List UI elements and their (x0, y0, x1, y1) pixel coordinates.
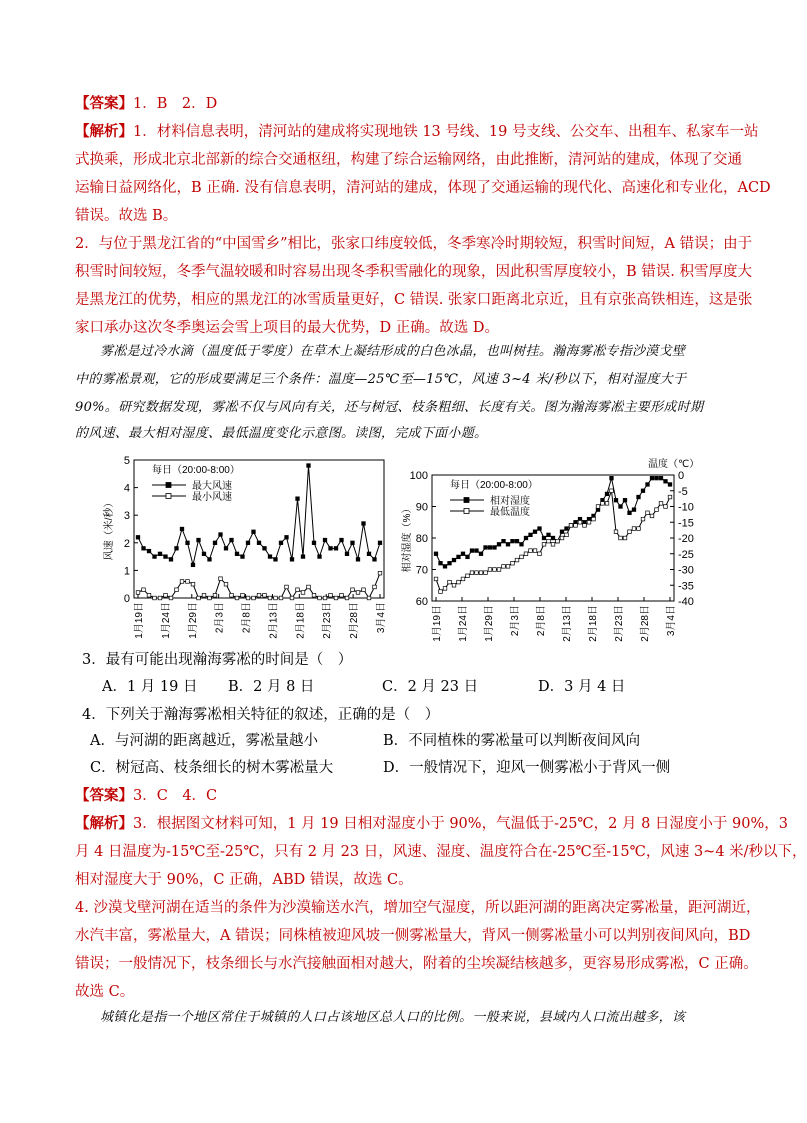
data-point (312, 593, 316, 597)
y-right-tick-label: -10 (678, 501, 694, 514)
data-point (547, 539, 551, 543)
answer-line-2 (75, 786, 725, 806)
x-tick-label: 2月8日 (536, 605, 547, 637)
q4-option-c[interactable]: C．树冠高、枝条细长的树木雾凇量大 (90, 760, 334, 776)
data-point (340, 593, 344, 597)
answer-line-1 (75, 94, 725, 114)
data-point (197, 596, 201, 600)
data-point (147, 593, 151, 597)
data-point (241, 593, 245, 597)
data-point (488, 546, 492, 550)
data-point (574, 524, 578, 528)
x-tick-label: 1月19日 (432, 605, 443, 642)
material-3-line-1: 城镇化是指一个地区常住于城镇的人口占该地区总人口的比例。一般来说，县域内人口流出越多，该 (100, 1010, 686, 1025)
analysis-1-line-2: 式换乘，形成北京北部新的综合交通枢纽，构建了综合运输网络，由此推断，清河站的建成，体现了交通 (75, 152, 742, 168)
data-point (542, 536, 546, 540)
data-point (493, 568, 497, 572)
data-point (373, 558, 377, 562)
data-point (641, 489, 645, 493)
data-point (356, 591, 360, 595)
y-right-tick-label: -25 (678, 548, 694, 561)
data-point (668, 495, 672, 499)
x-tick-label: 1月29日 (187, 602, 199, 639)
y-right-tick-label: -30 (678, 564, 694, 577)
data-point (307, 585, 311, 589)
data-point (202, 552, 206, 556)
data-point (560, 530, 564, 534)
y-tick-label: 100 (409, 470, 428, 482)
data-point (345, 552, 349, 556)
analysis-1-line-5: 2．与位于黑龙江省的“中国雪乡”相比，张家口纬度较低，冬季寒冷时期较短，积雪时间短，A 错误；由于 (75, 236, 753, 252)
y-right-tick-label: -5 (678, 485, 688, 498)
data-point (655, 476, 659, 480)
data-point (296, 588, 300, 592)
data-point (650, 476, 654, 480)
data-point (646, 511, 650, 515)
data-point (556, 539, 560, 543)
data-point (506, 543, 510, 547)
material-2-line-1: 雾凇是过冷水滴（温度低于零度）在草木上凝结形成的白色冰晶，也叫树挂。瀚海雾凇专指沙漠戈壁 (100, 344, 686, 359)
data-point (307, 464, 311, 468)
data-point (506, 565, 510, 569)
data-point (378, 541, 382, 545)
analysis-2-line-6: 错误；一般情况下，枝条细长与水汽接触面相对越大，附着的尘埃凝结核越多，更容易形成雾凇，C 正确。 (75, 956, 758, 972)
data-point (323, 596, 327, 600)
data-point (632, 527, 636, 531)
x-tick-label: 2月28日 (349, 602, 361, 639)
y-tick-label: 2 (123, 537, 130, 550)
y-right-tick-label: -20 (678, 533, 694, 545)
data-point (356, 558, 360, 562)
data-point (274, 596, 278, 600)
data-point (340, 538, 344, 542)
data-point (628, 530, 632, 534)
data-point (659, 476, 663, 480)
data-point (224, 582, 228, 586)
data-point (279, 541, 283, 545)
data-point (475, 549, 479, 553)
data-point (345, 596, 349, 600)
analysis-2-line-3: 相对湿度大于 90%，C 正确，ABD 错误，故选 C。 (75, 872, 413, 888)
x-tick-label: 2月18日 (295, 602, 307, 639)
q4-option-d[interactable]: D．一般情况下，迎风一侧雾凇小于背风一侧 (383, 760, 671, 776)
material-2-line-2: 中的雾凇景观，它的形成要满足三个条件：温度—25℃至—15℃，风速 3~4 米/秒以下，相对湿度大于 (75, 372, 687, 387)
data-point (351, 541, 355, 545)
y-tick-label: 1 (123, 565, 130, 578)
data-point (470, 571, 474, 575)
data-point (362, 588, 366, 592)
data-point (511, 539, 515, 543)
y-tick-label: 0 (123, 593, 130, 605)
legend-title: 每日（20:00-8:00） (450, 480, 538, 491)
data-point (520, 555, 524, 559)
data-point (533, 530, 537, 534)
data-point (650, 514, 654, 518)
data-point (619, 505, 623, 509)
data-point (565, 527, 569, 531)
data-point (263, 593, 267, 597)
analysis-1-line-3: 运输日益网络化，B 正确. 没有信息表明，清河站的建成，体现了交通运输的现代化、高速化和专业化，ACD (75, 180, 771, 196)
y-axis-label: 相对湿度（%） (402, 503, 413, 573)
data-point (158, 552, 162, 556)
analysis-2-line-5: 水汽丰富，雾凇量大，A 错误；同株植被迎风坡一侧雾凇量大，背风一侧雾凇量小可以判别夜间风向，BD (75, 928, 751, 944)
data-point (312, 541, 316, 545)
x-tick-label: 1月29日 (484, 605, 495, 642)
x-tick-label: 2月23日 (614, 605, 625, 642)
data-point (448, 580, 452, 584)
data-point (466, 574, 470, 578)
data-point (542, 543, 546, 547)
legend-marker (166, 483, 171, 488)
analysis-2-line-4: 4. 沙漠戈壁河湖在适当的条件为沙漠输送水汽，增加空气湿度，所以距河湖的距离决定雾凇量，距河湖近， (75, 900, 761, 916)
data-point (560, 536, 564, 540)
data-point (632, 508, 636, 512)
data-point (334, 596, 338, 600)
series-line (436, 478, 670, 566)
data-point (175, 547, 179, 551)
data-point (565, 533, 569, 537)
data-point (351, 588, 355, 592)
data-point (246, 541, 250, 545)
data-point (362, 522, 366, 526)
data-point (169, 596, 173, 600)
analysis-2-line-1: 【解析】3．根据图文材料可知，1 月 19 日相对湿度小于 90%，气温低于-25℃，2 月 8 日湿度小于 90%，3 (75, 815, 788, 832)
data-point (158, 596, 162, 600)
q3-option-a[interactable]: A．1 月 19 日 (102, 679, 198, 695)
data-point (136, 535, 140, 539)
answer-tag: 【答案】 (75, 95, 133, 112)
data-point (502, 565, 506, 569)
x-tick-label: 2月13日 (562, 605, 573, 642)
x-tick-label: 1月24日 (458, 605, 469, 642)
data-point (524, 552, 528, 556)
data-point (547, 533, 551, 537)
data-point (296, 497, 300, 501)
data-point (378, 571, 382, 575)
y-axis-label: 风速（米/秒） (104, 497, 115, 561)
data-point (434, 577, 438, 581)
data-point (213, 541, 217, 545)
data-point (230, 593, 234, 597)
analysis-tag: 【解析】 (75, 815, 133, 832)
wind-speed-chart (104, 452, 400, 642)
data-point (655, 508, 659, 512)
data-point (583, 524, 587, 528)
data-point (475, 571, 479, 575)
data-point (268, 596, 272, 600)
legend-label: 最大风速 (192, 481, 232, 492)
y-right-tick-label: -15 (678, 517, 694, 530)
data-point (461, 552, 465, 556)
x-tick-label: 2月8日 (241, 602, 253, 634)
data-point (318, 596, 322, 600)
x-tick-label: 2月3日 (214, 602, 226, 634)
data-point (246, 596, 250, 600)
data-point (186, 580, 190, 584)
data-point (587, 520, 591, 524)
data-point (452, 583, 456, 587)
y-right-tick-label: 0 (678, 470, 685, 482)
data-point (520, 543, 524, 547)
q3-option-b[interactable]: B．2 月 8 日 (228, 679, 315, 695)
data-point (664, 480, 668, 484)
y-tick-label: 3 (123, 510, 130, 523)
data-point (578, 520, 582, 524)
data-point (493, 546, 497, 550)
data-point (213, 593, 217, 597)
data-point (235, 552, 239, 556)
x-tick-label: 1月19日 (134, 602, 145, 639)
data-point (329, 547, 333, 551)
data-point (448, 561, 452, 565)
data-point (367, 552, 371, 556)
data-point (596, 505, 600, 509)
data-point (202, 593, 206, 597)
data-point (515, 539, 519, 543)
data-point (142, 588, 146, 592)
data-point (285, 535, 289, 539)
y-tick-label: 90 (415, 501, 428, 514)
data-point (511, 561, 515, 565)
data-point (668, 483, 672, 487)
legend-marker (464, 509, 469, 514)
data-point (457, 580, 461, 584)
data-point (488, 568, 492, 572)
data-point (434, 552, 438, 556)
data-point (533, 549, 537, 553)
data-point (329, 593, 333, 597)
data-point (169, 558, 173, 562)
data-point (257, 593, 261, 597)
data-point (279, 596, 283, 600)
analysis-1-line-1: 【解析】1．材料信息表明，清河站的建成将实现地铁 13 号线、19 号支线、公交车、出租车、私家车一站 (75, 123, 759, 140)
data-point (605, 502, 609, 506)
data-point (664, 505, 668, 509)
data-point (224, 547, 228, 551)
data-point (285, 585, 289, 589)
data-point (484, 546, 488, 550)
data-point (646, 483, 650, 487)
q3-option-c[interactable]: C．2 月 23 日 (382, 679, 479, 695)
data-point (191, 563, 195, 567)
x-tick-label: 3月4日 (376, 602, 387, 634)
data-point (373, 585, 377, 589)
data-point (439, 590, 443, 594)
data-point (515, 558, 519, 562)
data-point (461, 577, 465, 581)
data-point (230, 538, 234, 542)
data-point (637, 527, 641, 531)
analysis-2-line-7: 故选 C。 (75, 984, 135, 1000)
data-point (318, 555, 322, 559)
data-point (470, 549, 474, 553)
x-tick-label: 2月28日 (640, 605, 651, 642)
data-point (479, 552, 483, 556)
y-right-tick-label: -40 (678, 596, 694, 608)
x-tick-label: 2月18日 (588, 605, 599, 642)
x-tick-label: 2月3日 (510, 605, 521, 637)
analysis-1-line-8: 家口承办这次冬季奥运会雪上项目的最大优势，D 正确。故选 D。 (75, 320, 499, 336)
data-point (443, 565, 447, 569)
y-right-tick-label: -35 (678, 580, 694, 593)
data-point (252, 596, 256, 600)
data-point (524, 536, 528, 540)
answer-text: 3．C 4．C (133, 788, 218, 804)
plot-frame (134, 460, 384, 598)
data-point (136, 591, 140, 595)
analysis-1-line-7: 是黑龙江的优势，相应的黑龙江的冰雪质量更好，C 错误. 张家口距离北京近，且有京张高铁相连，这是张 (75, 292, 753, 308)
data-point (628, 511, 632, 515)
y-tick-label: 70 (415, 564, 428, 577)
data-point (186, 541, 190, 545)
data-point (257, 541, 261, 545)
data-point (502, 539, 506, 543)
data-point (241, 555, 245, 559)
analysis-1-line-6: 积雪时间较短，冬季气温较暖和时容易出现冬季积雪融化的现象，因此积雪厚度较小，B 错误. 积雪厚度大 (75, 264, 752, 280)
data-point (610, 476, 614, 480)
answer-tag: 【答案】 (75, 787, 133, 804)
data-point (551, 543, 555, 547)
data-point (301, 555, 305, 559)
data-point (175, 588, 179, 592)
analysis-1-line-4: 错误。故选 B。 (75, 208, 178, 224)
data-point (142, 547, 146, 551)
data-point (164, 555, 168, 559)
data-point (164, 593, 168, 597)
data-point (614, 498, 618, 502)
humidity-temperature-chart (398, 455, 698, 645)
legend-label: 相对湿度 (490, 496, 530, 507)
x-tick-label: 2月13日 (268, 602, 280, 639)
question-4-stem: 4．下列关于瀚海雾凇相关特征的叙述，正确的是（ ） (82, 707, 440, 723)
legend-marker (166, 494, 171, 499)
data-point (208, 596, 212, 600)
data-point (274, 558, 278, 562)
analysis-tag: 【解析】 (75, 123, 133, 140)
data-point (592, 517, 596, 521)
data-point (219, 533, 223, 537)
data-point (538, 552, 542, 556)
legend-marker (464, 498, 469, 503)
data-point (637, 495, 641, 499)
y-tick-label: 80 (415, 533, 428, 545)
data-point (623, 498, 627, 502)
data-point (219, 577, 223, 581)
data-point (290, 596, 294, 600)
data-point (497, 543, 501, 547)
data-point (147, 549, 151, 553)
material-2-line-3: 90%。研究数据发现，雾凇不仅与风向有关，还与树冠、枝条粗细、长度有关。图为瀚海雾凇主要形成时期 (75, 400, 704, 415)
x-tick-label: 2月23日 (322, 602, 334, 639)
x-tick-label: 3月4日 (666, 605, 677, 637)
data-point (623, 536, 627, 540)
data-point (323, 538, 327, 542)
data-point (153, 596, 157, 600)
legend-title: 每日（20:00-8:00） (152, 465, 240, 476)
q4-option-a[interactable]: A．与河湖的距离越近，雾凇量越小 (90, 733, 318, 749)
data-point (208, 558, 212, 562)
q3-option-d[interactable]: D．3 月 4 日 (538, 679, 626, 695)
answer-text: 1．B 2．D (133, 96, 218, 112)
y-tick-label: 5 (123, 455, 130, 467)
data-point (641, 517, 645, 521)
data-point (529, 533, 533, 537)
data-point (334, 547, 338, 551)
data-point (263, 547, 267, 551)
legend-label: 最小风速 (192, 492, 232, 503)
data-point (497, 568, 501, 572)
data-point (551, 536, 555, 540)
data-point (452, 558, 456, 562)
q4-option-b[interactable]: B．不同植株的雾凇量可以判断夜间风向 (383, 733, 641, 749)
data-point (197, 538, 201, 542)
data-point (659, 502, 663, 506)
x-tick-label: 1月24日 (160, 602, 172, 639)
data-point (252, 530, 256, 534)
data-point (301, 591, 305, 595)
data-point (180, 527, 184, 531)
data-point (466, 555, 470, 559)
data-point (290, 558, 294, 562)
data-point (191, 582, 195, 586)
y-tick-label: 60 (415, 596, 428, 608)
data-point (439, 561, 443, 565)
series-line (138, 466, 380, 565)
data-point (180, 580, 184, 584)
data-point (484, 571, 488, 575)
question-3-stem: 3．最有可能出现瀚海雾凇的时间是（ ） (82, 652, 353, 668)
data-point (601, 502, 605, 506)
y-right-axis-label: 温度（℃） (648, 459, 700, 470)
data-point (569, 524, 573, 528)
data-point (268, 555, 272, 559)
data-point (529, 549, 533, 553)
legend-label: 最低温度 (490, 507, 530, 518)
data-point (479, 571, 483, 575)
y-tick-label: 4 (123, 482, 130, 495)
data-point (367, 596, 371, 600)
data-point (614, 530, 618, 534)
data-point (605, 492, 609, 496)
data-point (538, 527, 542, 531)
data-point (457, 555, 461, 559)
data-point (443, 587, 447, 591)
data-point (153, 555, 157, 559)
data-point (619, 536, 623, 540)
data-point (610, 489, 614, 493)
data-point (235, 596, 239, 600)
analysis-2-line-2: 月 4 日温度为-15℃至-25℃，只有 2 月 23 日，风速、湿度、温度符合在-25℃至-15℃，风速 3~4 米/秒以下， (75, 844, 807, 860)
material-2-line-4: 的风速、最大相对湿度、最低温度变化示意图。读图，完成下面小题。 (75, 426, 488, 441)
